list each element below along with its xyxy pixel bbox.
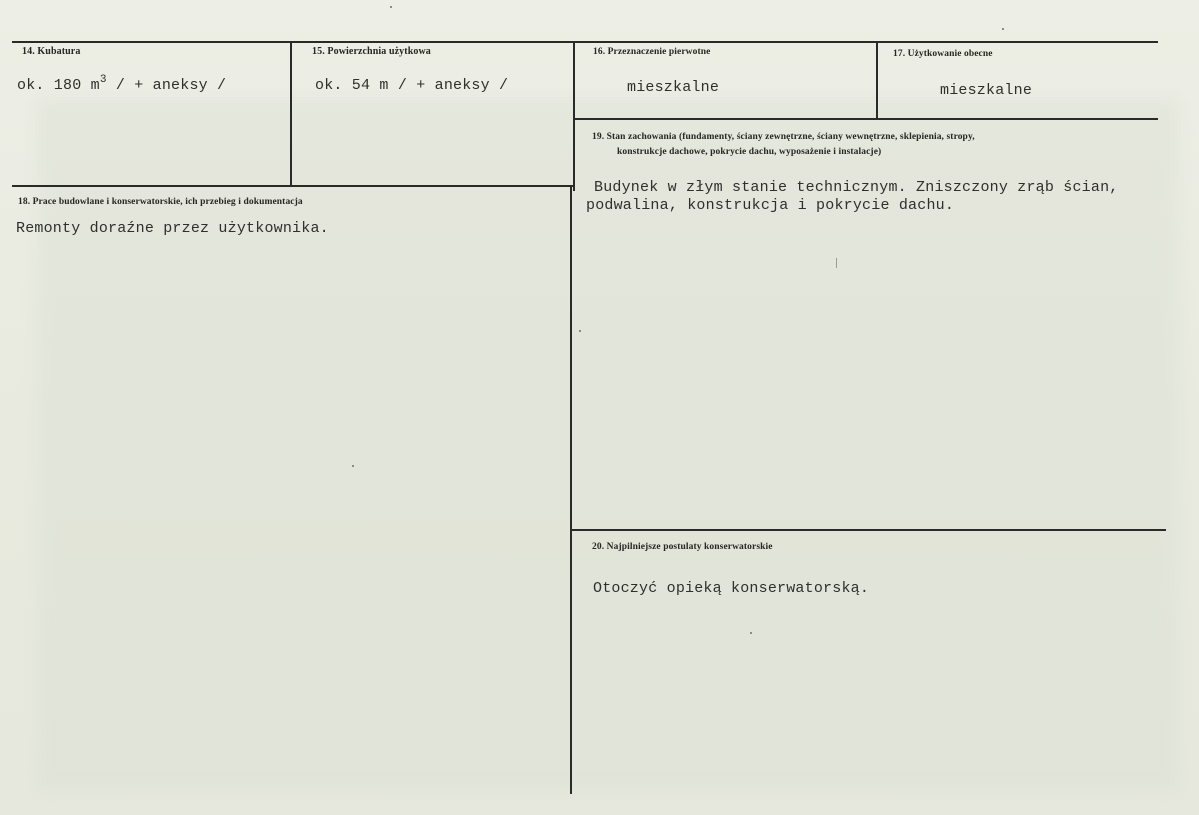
field-20-value: Otoczyć opieką konserwatorską. <box>593 580 870 597</box>
field-14-value <box>17 74 226 94</box>
field-19-label-line-1: 19. Stan zachowania (fundamenty, ściany zewnętrzne, ściany wewnętrzne, sklepienia, stropy, <box>592 132 975 142</box>
field-15-value: ok. 54 m / + aneksy / <box>315 77 509 94</box>
field-19-value-line-1: Budynek w złym stanie technicznym. Zniszczony zrąb ścian, <box>594 179 1119 196</box>
field-18-value: Remonty doraźne przez użytkownika. <box>16 220 329 237</box>
field-14-value-text: ok. 180 m <box>17 77 100 94</box>
speck <box>352 465 354 467</box>
top-rule <box>12 41 1158 43</box>
rule-above-f20 <box>572 529 1166 531</box>
field-20-label: 20. Najpilniejsze postulaty konserwatorskie <box>592 542 773 552</box>
field-19-value-line-2: podwalina, konstrukcja i pokrycie dachu. <box>586 197 955 214</box>
speck <box>750 632 752 634</box>
field-18-label: 18. Prace budowlane i konserwatorskie, ich przebieg i dokumentacja <box>18 197 303 207</box>
field-19-label-line-2: konstrukcje dachowe, pokrycie dachu, wyposażenie i instalacje) <box>617 147 882 157</box>
divider-f14-f15 <box>290 41 292 186</box>
speck <box>579 330 581 332</box>
field-14-value-exponent: 3 <box>99 74 107 86</box>
field-17-label: 17. Użytkowanie obecne <box>893 49 993 59</box>
field-16-label: 16. Przeznaczenie pierwotne <box>593 47 711 57</box>
speck <box>390 6 392 8</box>
field-17-value: mieszkalne <box>940 82 1033 99</box>
speck <box>1002 28 1004 30</box>
divider-f16-f17 <box>876 41 878 119</box>
field-16-value: mieszkalne <box>627 79 720 96</box>
field-14-value-suffix: / + aneksy / <box>106 77 227 94</box>
rule-below-f16-f17 <box>573 118 1158 120</box>
field-14-label: 14. Kubatura <box>22 46 81 57</box>
speck <box>836 258 837 268</box>
center-divider <box>570 186 572 794</box>
rule-above-f18 <box>12 185 574 187</box>
field-15-label: 15. Powierzchnia użytkowa <box>312 46 431 57</box>
divider-f15-f16 <box>573 41 575 191</box>
